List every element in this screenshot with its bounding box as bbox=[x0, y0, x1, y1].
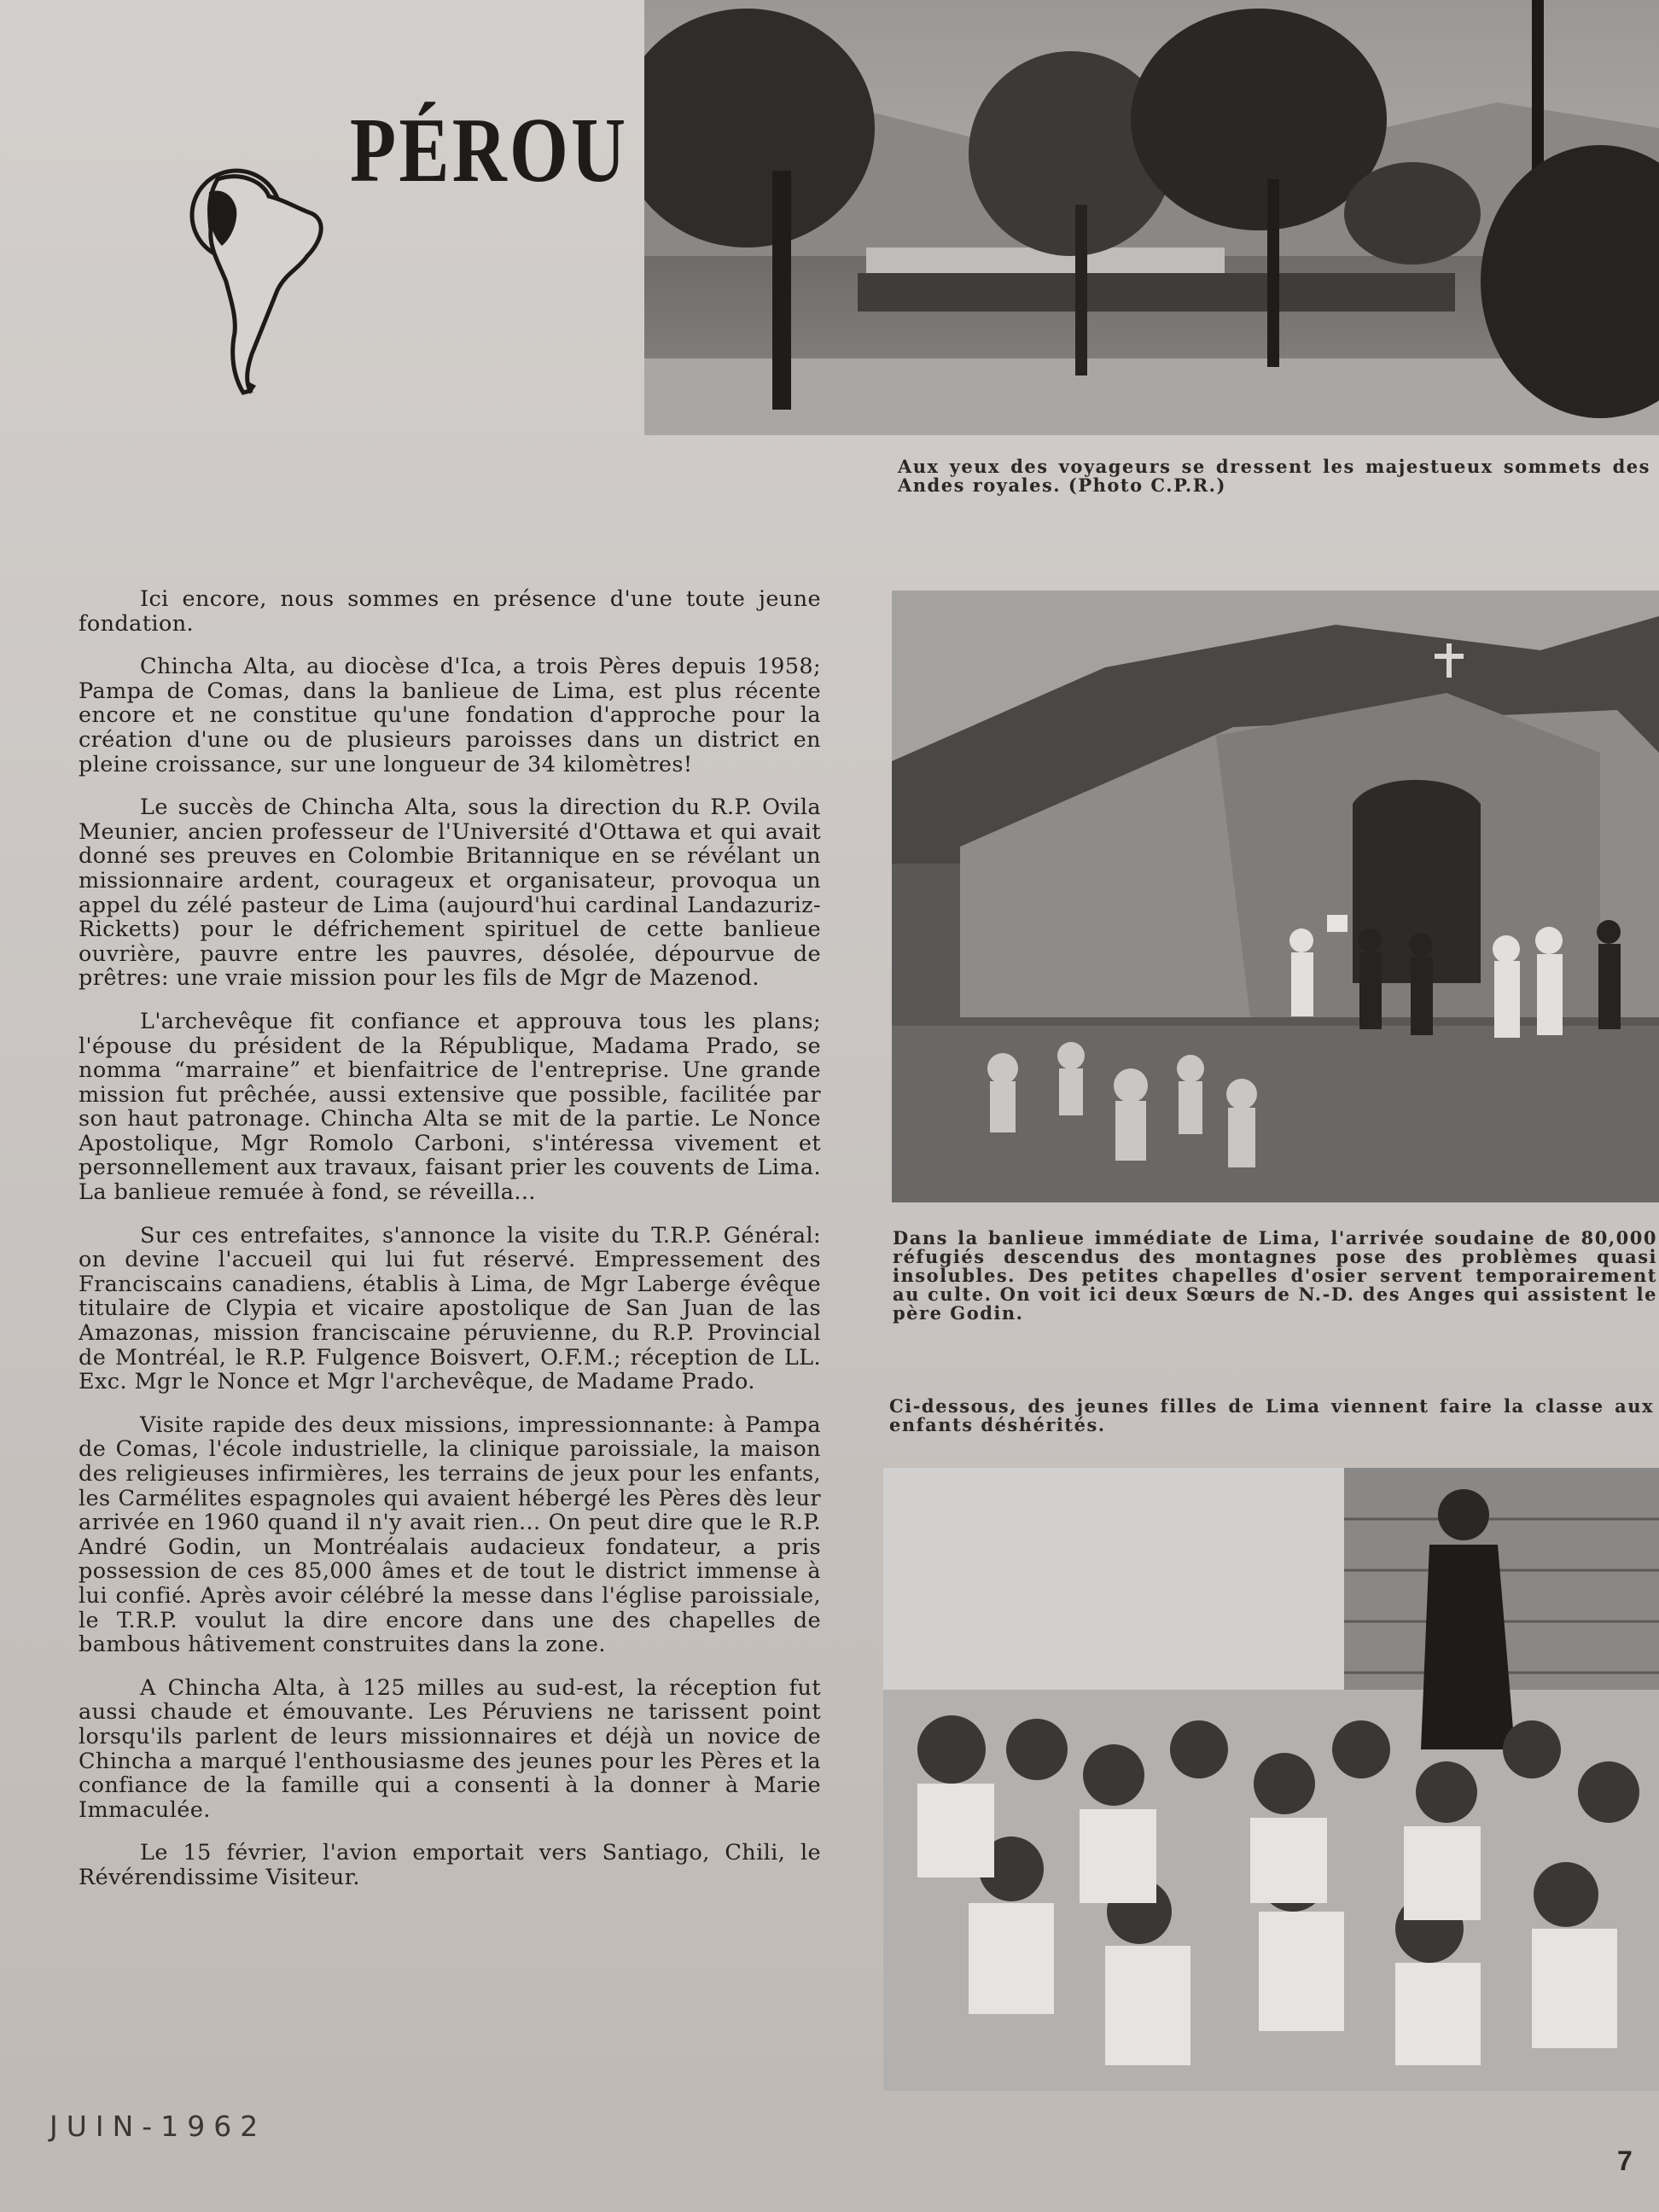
caption-top-photo: Aux yeux des voyageurs se dressent les majestueux sommets des Andes royales. (Photo C.P.R.) bbox=[898, 456, 1650, 496]
page-number: 7 bbox=[1617, 2145, 1633, 2176]
photo-children-class bbox=[883, 1468, 1659, 2091]
paragraph-8: Le 15 février, l'avion emportait vers Santiago, Chili, le Révérendissime Visiteur. bbox=[79, 1840, 821, 1890]
footer-date: JUIN-1962 bbox=[49, 2110, 267, 2143]
paragraph-3: Le succès de Chincha Alta, sous la direction du R.P. Ovila Meunier, ancien professeur de l'Université d'Ottawa et qui avait donné ses preuves en Colombie Britannique en se révélant un missionnaire ardent, courageux et organisateur, provoqua un appel du zélé pasteur de Lima (aujourd'hui cardinal Landazuriz-Ricketts) pour le défrichement spirituel de cette banlieue ouvrière, pauvre entre les pauvres, désolée, dépourvue de prêtres: une vraie mission pour les fils de Mgr de Mazenod. bbox=[79, 795, 821, 992]
photo-chapel-pampa-de-comas bbox=[892, 591, 1659, 1202]
paragraph-1: Ici encore, nous sommes en présence d'une toute jeune fondation. bbox=[79, 586, 821, 637]
paragraph-2: Chincha Alta, au diocèse d'Ica, a trois Pères depuis 1958; Pampa de Comas, dans la banlieue de Lima, est plus récente encore et ne constitue qu'une fondation d'approche pour la création d'une ou de plusieurs paroisses dans un district en pleine croissance, sur une longueur de 34 kilomètres! bbox=[79, 654, 821, 777]
page-title: PÉROU bbox=[350, 100, 629, 201]
south-america-globe-icon bbox=[183, 162, 367, 401]
caption-middle-photo: Dans la banlieue immédiate de Lima, l'arrivée soudaine de 80,000 réfugiés descendus des montagnes pose des problèmes quasi insolubles. Des petites chapelles d'osier servent temporairement au culte. On voit ici deux Sœurs de N.-D. des Anges qui assistent le père Godin. bbox=[893, 1227, 1657, 1324]
paragraph-7: A Chincha Alta, à 125 milles au sud-est, la réception fut aussi chaude et émouvante. Les Péruviens ne tarissent point lorsqu'ils parlent de leurs missionnaires et déjà un novice de Chincha a marqué l'enthousiasme des jeunes pour les Pères et la confiance de la famille qui a consenti à la donner à Marie Immaculée. bbox=[79, 1674, 821, 1823]
paragraph-6: Visite rapide des deux missions, impressionnante: à Pampa de Comas, l'école industrielle, la clinique paroissiale, la maison des religieuses infirmières, les terrains de jeux pour les enfants, les Carmélites espagnoles qui avaient hébergé les Pères dès leur arrivée en 1960 quand il n'y avait rien... On peut dire que le R.P. André Godin, un Montréalais audacieux fondateur, a pris possession de ces 85,000 âmes et de tout le district immense à lui confié. Après avoir célébré la messe dans l'église paroissiale, le T.R.P. voulut la dire encore dans une des chapelles de bambous hâtivement construites dans la zone. bbox=[79, 1412, 821, 1658]
paragraph-4: L'archevêque fit confiance et approuva tous les plans; l'épouse du président de la République, Madama Prado, se nomma “marraine” et bienfaitrice de l'entreprise. Une grande mission fut prêchée, aussi extensive que possible, facilitée par son haut patronage. Chincha Alta se mit de la partie. Le Nonce Apostolique, Mgr Romolo Carboni, s'intéressa vivement et personnellement aux travaux, faisant prier les couvents de Lima. La banlieue remuée à fond, se réveilla... bbox=[79, 1008, 821, 1206]
paragraph-5: Sur ces entrefaites, s'annonce la visite du T.R.P. Général: on devine l'accueil qui lui fut réservé. Empressement des Franciscains canadiens, établis à Lima, de Mgr Laberge évêque titulaire de Clypia et vicaire apostolique de San Juan de las Amazonas, mission franciscaine péruvienne, du R.P. Provincial de Montréal, le R.P. Fulgence Boisvert, O.F.M.; réception de LL. Exc. Mgr le Nonce et Mgr l'archevêque, de Madame Prado. bbox=[79, 1222, 821, 1395]
caption-bottom-photo: Ci-dessous, des jeunes filles de Lima viennent faire la classe aux enfants déshérités. bbox=[889, 1395, 1654, 1435]
article-body bbox=[79, 587, 821, 1909]
photo-park-lima bbox=[644, 0, 1659, 435]
